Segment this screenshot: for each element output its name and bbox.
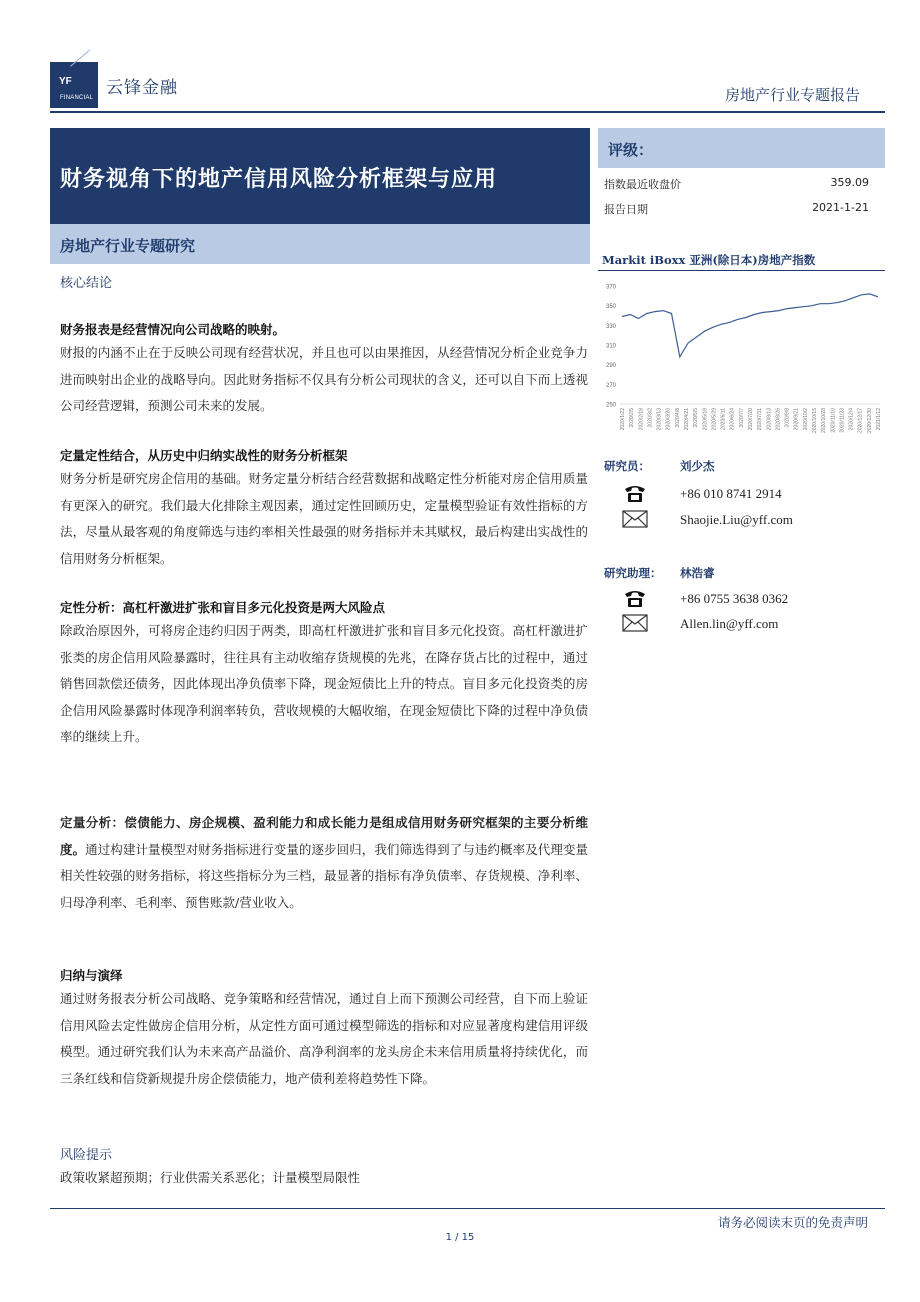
chart-svg [598,276,885,452]
y-tick-label: 250 [605,402,616,409]
section-heading: 归纳与演绎 [60,968,123,983]
disclaimer-note[interactable]: 请务必阅读末页的免责声明 [717,1215,868,1230]
x-tick-label: 2020/8/13 [766,408,773,431]
brand-name: 云锋金融 [106,78,178,98]
section-body: 财务分析是研究房企信用的基础。财务定量分析结合经营数据和战略定性分析能对房企信用质量有更深入的研究。我们最大化排除主观因素，通过定性回顾历史，定量模型验证有效性指标的方法，尽量从最客观的角度筛选与违约率相关性最强的财务指标并未其赋权，最后构建出实战性的信用财务分析框架。 [60,471,588,566]
section-3 [60,598,588,751]
logo-sub: FINANCIAL [60,95,94,101]
x-tick-label: 2020/7/7 [738,408,745,428]
researcher-email[interactable]: Shaojie.Liu@yff.com [680,512,793,527]
logo-short: YF [59,76,72,87]
x-tick-label: 2020/9/21 [793,408,800,431]
x-tick-label: 2020/5/29 [711,408,718,431]
y-tick-label: 290 [605,363,616,370]
chart-title: Markit iBoxx 亚洲(除日本)房地产指数 [602,253,816,267]
x-tick-label: 2020/12/4 [848,408,855,431]
report-subtitle: 房地产行业专题研究 [60,237,196,255]
x-tick-label: 2020/9/8 [784,408,791,428]
x-tick-label: 2020/10/15 [812,408,818,434]
x-tick-label: 2020/6/24 [729,408,736,431]
assistant-label: 研究助理： [604,566,662,580]
footer-divider [50,1208,885,1209]
page-number: 1 / 15 [445,1232,475,1243]
chart-divider [598,270,885,271]
y-tick-label: 350 [605,304,616,311]
x-tick-label: 2021/1/12 [876,408,882,431]
series-line [622,294,878,357]
y-tick-label: 310 [605,343,616,350]
quant-body: 通过构建计量模型对财务指标进行变量的逐步回归，我们筛选得到了与违约概率及代理变量相关性较强的财务指标，将这些指标分为三档，最显著的指标有净负债率、存货规模、净利率、归母净利率、毛利率、预售账款/营业收入。 [60,841,588,910]
x-tick-label: 2020/7/20 [748,408,754,431]
x-tick-label: 2020/7/31 [757,408,764,431]
x-tick-label: 2020/12/17 [857,408,864,434]
rating-bar [598,128,885,168]
x-tick-label: 2020/12/30 [866,408,873,434]
y-tick-label: 370 [605,284,616,291]
x-tick-label: 2020/3/26 [665,408,672,431]
title-block [50,128,590,224]
phone-icon [622,483,648,503]
report-type: 房地产行业专题报告 [724,86,860,104]
core-heading: 核心结论 [60,276,113,291]
x-tick-label: 2020/4/21 [684,408,690,431]
x-tick-label: 2020/10/28 [821,408,828,434]
section-body: 财报的内涵不止在于反映公司现有经营状况，并且也可以由果推因，从经营情况分析企业竞争力进而映射出企业的战略导向。因此财务指标不仅具有分析公司现状的含义，还可以自下而上透视公司经营逻辑，预测公司未来的发展。 [60,345,588,413]
report-date-label: 报告日期 [604,203,648,216]
x-tick-label: 2020/3/2 [647,408,654,428]
x-tick-label: 2020/4/8 [674,408,681,428]
x-tick-label: 2020/2/5 [629,408,636,428]
report-date-value: 2021-1-21 [812,201,869,214]
section-quant [60,810,588,916]
x-tick-label: 2020/11/10 [830,408,837,433]
researcher-name: 刘少杰 [680,459,715,473]
x-tick-label: 2020/2/18 [638,408,645,431]
assistant-email[interactable]: Allen.lin@yff.com [680,616,779,631]
section-2 [60,446,588,572]
x-tick-label: 2020/1/22 [620,408,626,431]
index-chart [598,276,885,452]
assistant-name: 林浩睿 [680,566,715,580]
section-heading: 财务报表是经营情况向公司战略的映射。 [60,322,286,337]
researcher-phone: +86 010 8741 2914 [680,486,782,501]
section-heading: 定量定性结合，从历史中归纳实战性的财务分析框架 [60,448,348,463]
report-title: 财务视角下的地产信用风险分析框架与应用 [60,166,498,192]
x-tick-label: 2020/5/5 [693,408,700,428]
header-divider [50,111,885,113]
company-logo [50,62,98,108]
x-tick-label: 2020/11/23 [839,408,846,433]
y-tick-label: 330 [605,323,616,330]
rating-label: 评级： [608,141,654,159]
section-body: 除政治原因外，可将房企违约归因于两类，即高杠杆激进扩张和盲目多元化投资。高杠杆激进扩张类的房企信用风险暴露时，往往具有主动收缩存货规模的先兆，在降存货占比的过程中，通过销售回款偿还债务，因此体现出净负债率下降，现金短债比上升的特点。盲目多元化投资类的房企信用风险暴露时体现净利润率转负，营收规模的大幅收缩，在现金短债比下降的过程中净负债率的继续上升。 [60,623,588,744]
mail-icon [622,509,648,529]
researcher-label: 研究员： [604,459,650,473]
risk-body: 政策收紧超预期；行业供需关系恶化；计量模型局限性 [60,1170,361,1185]
risk-heading: 风险提示 [60,1148,113,1163]
logo-mark [70,49,107,86]
index-close-value: 359.09 [830,176,869,189]
section-body: 通过财务报表分析公司战略、竞争策略和经营情况，通过自上而下预测公司经营，自下而上验证信用风险去定性做房企信用分析，从定性方面可通过模型筛选的指标和对应显著度构建信用评级模型。通过研究我们认为未来高产品溢价、高净利润率的龙头房企未来信用质量将持续优化，而三条红线和信贷新规提升房企偿债能力，地产债利差将趋势性下降。 [60,991,588,1086]
assistant-phone: +86 0755 3638 0362 [680,591,789,606]
mail-icon [622,613,648,633]
x-tick-label: 2020/8/26 [775,408,782,431]
index-close-label: 指数最近收盘价 [604,178,681,191]
x-tick-label: 2020/3/13 [656,408,663,431]
x-tick-label: 2020/6/11 [720,408,727,430]
x-tick-label: 2020/10/2 [802,408,809,431]
section-1 [60,320,588,420]
quant-lead: 定量分析：偿债能力、房企规模、盈利能力和成长能力是组成信用财务研究框架的主要分析维度。 [60,815,588,857]
section-risk [60,1144,588,1192]
phone-icon [622,588,648,608]
x-tick-label: 2020/5/18 [702,408,709,431]
section-heading: 定性分析：高杠杆激进扩张和盲目多元化投资是两大风险点 [60,600,386,615]
section-induction [60,966,588,1092]
subtitle-bar [50,224,590,264]
y-tick-label: 270 [605,382,616,389]
